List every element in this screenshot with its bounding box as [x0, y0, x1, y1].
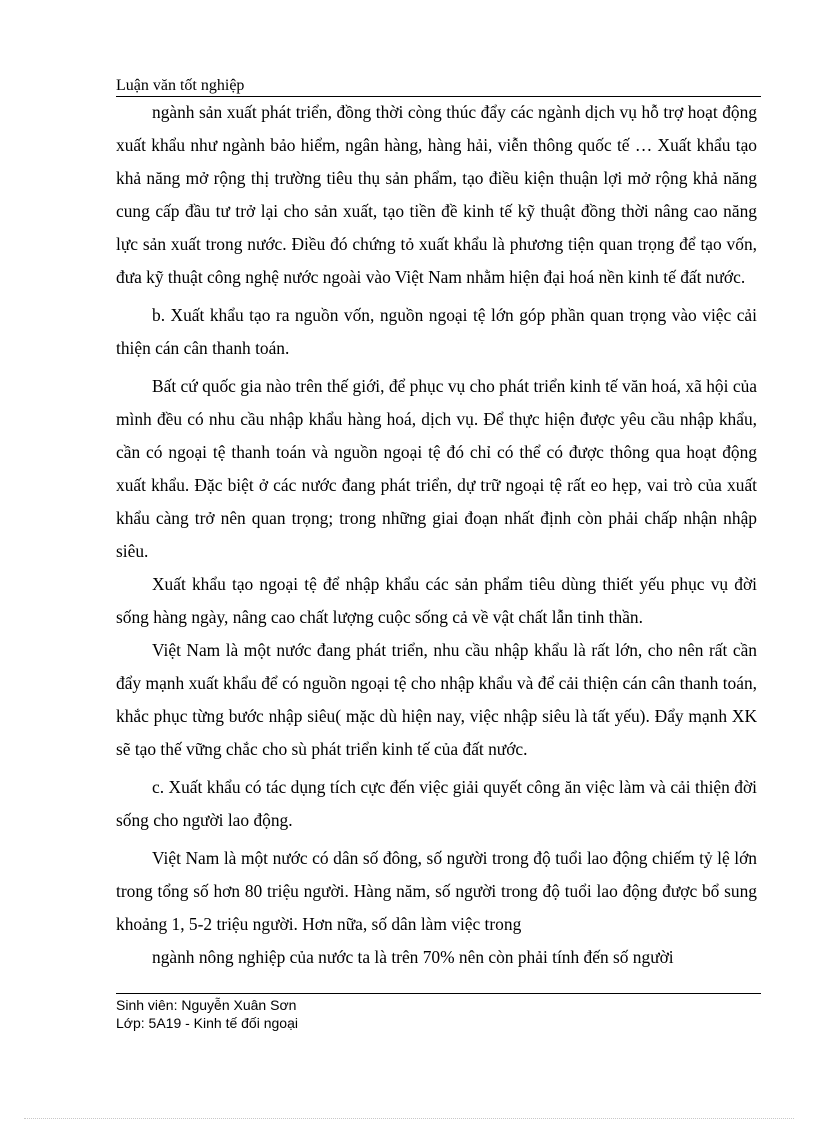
paragraph-4: Xuất khẩu tạo ngoại tệ để nhập khẩu các sản phẩm tiêu dùng thiết yếu phục vụ đời sống hàng ngày, nâng cao chất lượng cuộc sống cả về vật chất lẫn tinh thần.	[116, 574, 757, 627]
paragraph-3: Bất cứ quốc gia nào trên thế giới, để phục vụ cho phát triển kinh tế văn hoá, xã hội của mình đều có nhu cầu nhập khẩu hàng hoá, dịch vụ. Để thực hiện được yêu cầu nhập khẩu, cần có ngoại tệ thanh toán và nguồn ngoại tệ đó chỉ có thể có được thông qua hoạt động xuất khẩu. Đặc biệt ở các nước đang phát triển, dự trữ ngoại tệ rất eo hẹp, vai trò của xuất khẩu càng trở nên quan trọng; trong những giai đoạn nhất định còn phải chấp nhận nhập siêu.	[116, 376, 757, 561]
paragraph-5: Việt Nam là một nước đang phát triển, nhu cầu nhập khẩu là rất lớn, cho nên rất cần đẩy mạnh xuất khẩu để có nguồn ngoại tệ cho nhập khẩu và để cải thiện cán cân thanh toán, khắc phục từng bước nhập siêu( mặc dù hiện nay, việc nhập siêu là tất yếu). Đẩy mạnh XK sẽ tạo thế vững chắc cho sù phát triển kinh tế của đất nước.	[116, 640, 757, 759]
page-footer	[116, 996, 298, 1032]
paragraph-6: c. Xuất khẩu có tác dụng tích cực đến việc giải quyết công ăn việc làm và cải thiện đời sống cho người lao động.	[116, 777, 757, 830]
page-header	[116, 76, 761, 97]
paragraph-1: ngành sản xuất phát triển, đồng thời còng thúc đẩy các ngành dịch vụ hỗ trợ hoạt động xuất khẩu như ngành bảo hiểm, ngân hàng, hàng hải, viễn thông quốc tế … Xuất khẩu tạo khả năng mở rộng thị trường tiêu thụ sản phẩm, tạo điều kiện thuận lợi mở rộng khả năng cung cấp đầu tư trở lại cho sản xuất, tạo tiền đề kinh tế kỹ thuật đồng thời nâng cao năng lực sản xuất trong nước. Điều đó chứng tỏ xuất khẩu là phương tiện quan trọng để tạo vốn, đưa kỹ thuật công nghệ nước ngoài vào Việt Nam nhằm hiện đại hoá nền kinh tế đất nước.	[116, 102, 757, 287]
document-body	[116, 96, 757, 974]
paragraph-7: Việt Nam là một nước có dân số đông, số người trong độ tuổi lao động chiếm tỷ lệ lớn trong tổng số hơn 80 triệu người. Hàng năm, số người trong độ tuổi lao động được bổ sung khoảng 1, 5-2 triệu người. Hơn nữa, số dân làm việc trong	[116, 848, 757, 934]
paragraph-2: b. Xuất khẩu tạo ra nguồn vốn, nguồn ngoại tệ lớn góp phần quan trọng vào việc cải thiện cán cân thanh toán.	[116, 305, 757, 358]
footer-divider	[116, 993, 761, 994]
footer-student: Sinh viên: Nguyễn Xuân Sơn	[116, 997, 297, 1013]
paragraph-8: ngành nông nghiệp của nước ta là trên 70% nên còn phải tính đến số người	[152, 947, 674, 967]
page-edge-divider	[24, 1118, 794, 1119]
footer-class: Lớp: 5A19 - Kinh tế đối ngoại	[116, 1015, 298, 1031]
header-title: Luận văn tốt nghiệp	[116, 77, 245, 94]
